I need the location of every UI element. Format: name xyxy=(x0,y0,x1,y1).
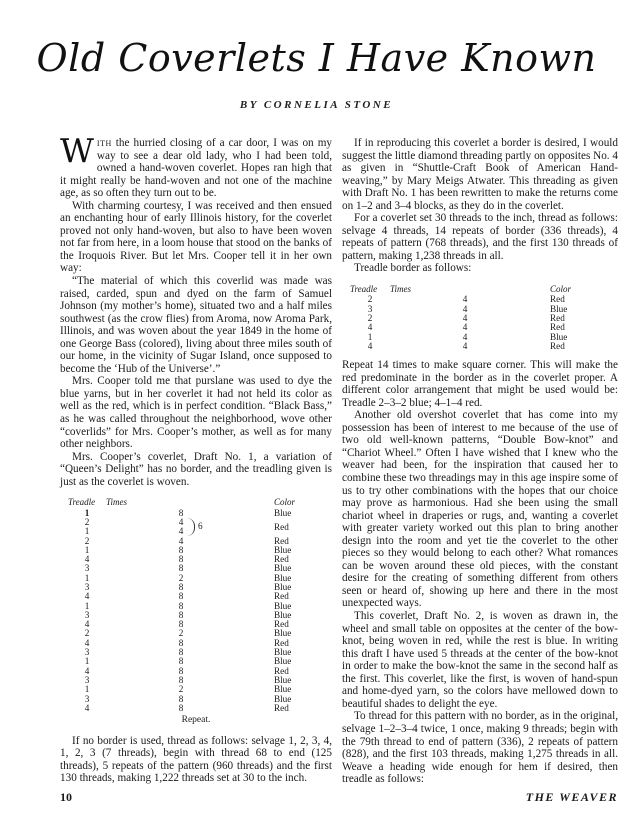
cell-treadle: 1 xyxy=(84,656,90,667)
paragraph: If in reproducing this coverlet a border is desired, I would suggest the little diamond threading partly on opposites No. 4 as given in “Shuttle-Craft Book of American Hand-weaving,” by Mary Meigs Atwater. This threading as given with Draft No. 1 has been rewritten to make the returns come on 1–2 and 3–4 blocks, as they do in the coverlet. xyxy=(342,137,618,212)
cell-times: 8 xyxy=(178,637,184,648)
cell-color: Blue xyxy=(274,544,292,555)
cell-treadle: 2 xyxy=(367,312,373,323)
cell-color: Blue xyxy=(550,331,568,342)
cell-color: Blue xyxy=(274,609,292,620)
paragraph: With charming courtesy, I was received and then ensued an enchanting hour of early Illinois history, for the coverlet proved not only hand-woven, but also to have been woven not far from here, in a loom house that stood on the banks of the Iroquois River. But let Mrs. Cooper tell it in her own way: xyxy=(60,199,332,275)
cell-color: Blue xyxy=(550,303,568,314)
cell-treadle: 1 xyxy=(84,684,90,695)
intro-smallcaps: ith xyxy=(96,137,112,149)
cell-treadle: 4 xyxy=(84,554,90,565)
cell-times: 2 xyxy=(178,628,184,639)
cell-times: 8 xyxy=(178,544,184,555)
cell-treadle: 3 xyxy=(367,303,373,314)
cell-times: 8 xyxy=(178,563,184,574)
table-footer-repeat: Repeat. xyxy=(181,715,211,726)
cell-color: Blue xyxy=(274,656,292,667)
paragraph: Treadle border as follows: xyxy=(354,262,472,275)
paragraph: For a coverlet set 30 threads to the inch, thread as follows: selvage 4 threads, 14 repeats of border (336 threads), 4 repeats of pattern (768 threads), and the first 130 threads of pattern, making 1,238 threads in all. xyxy=(342,212,618,262)
cell-treadle: 4 xyxy=(84,637,90,648)
cell-color: Blue xyxy=(274,563,292,574)
cell-treadle: 4 xyxy=(367,322,373,333)
paragraph: Repeat 14 times to make square corner. This will make the red predominate in the border as in the coverlet proper. A different color arrangement that might be used would be: Treadle 2–3–2 blue; 4–1–4 red. xyxy=(342,359,618,409)
cell-treadle: 2 xyxy=(84,628,90,639)
cell-times: 4 xyxy=(462,312,468,323)
column-header-treadle: Treadle xyxy=(68,497,96,508)
cell-treadle: 1 xyxy=(84,544,90,555)
paragraph: If no border is used, thread as follows: selvage 1, 2, 3, 4, 1, 2, 3 (7 threads), begin with thread 68 to end (125 threads), 5 repeats of the pattern (960 threads) and the first 130 threads, making 1,222 threads set at 30 to the inch. xyxy=(60,734,332,785)
right-column xyxy=(342,137,618,786)
cell-treadle: 1 xyxy=(84,600,90,611)
left-column xyxy=(60,131,332,785)
column-header-times: Times xyxy=(390,284,412,295)
cell-color: Blue xyxy=(274,684,292,695)
cell-treadle: 3 xyxy=(84,647,90,658)
table-row xyxy=(68,704,324,713)
cell-color: Blue xyxy=(274,572,292,583)
column-header-color: Color xyxy=(274,497,296,508)
cell-color: Red xyxy=(274,665,289,676)
treadling-table-draft-1 xyxy=(68,498,324,713)
cell-treadle: 4 xyxy=(367,340,373,351)
cell-color: Blue xyxy=(274,600,292,611)
cell-color: Red xyxy=(550,294,565,305)
cell-color: Blue xyxy=(274,693,292,704)
group-times: 6 xyxy=(198,520,203,531)
cell-treadle: 4 xyxy=(84,702,90,713)
table-row-bracketed: 2 4 4 6 Red xyxy=(84,516,289,537)
column-header-color: Color xyxy=(550,284,572,295)
paragraph: Mrs. Cooper’s coverlet, Draft No. 1, a variation of “Queen’s Delight” has no border, and the treadling given is just as the coverlet is woven. xyxy=(60,450,332,488)
cell-times: 8 xyxy=(178,554,184,565)
quote-paragraph: “The material of which this coverlid was made was raised, carded, spun and dyed on the farm of Samuel Johnson (my mother’s home), situated two and a half miles southwest (as the crow flies) from Aroma, now Aroma Park, Illinois, and was woven about the year 1849 in the home of one George Bass (colored), living about three miles south of our home, in the vicinity of Sugar Island, once supposed to become the ‘Hub of the Universe’.” xyxy=(60,275,332,375)
cell-times: 8 xyxy=(178,665,184,676)
cell-times: 8 xyxy=(178,674,184,685)
byline: BY CORNELIA STONE xyxy=(239,99,394,111)
paragraph: Mrs. Cooper told me that purslane was used to dye the blue yarns, but in her coverlet it had not held its color as well as the red, which is in perfect condition. “Black Bass,” as he was called throughout the neighborhood, wove other “coverlids” for Mrs. Cooper’s mother, as well as for many other neighbors. xyxy=(60,375,332,451)
cell-color: Red xyxy=(274,637,289,648)
cell-times: 8 xyxy=(178,702,184,713)
column-header-treadle: Treadle xyxy=(350,284,378,295)
cell-times: 8 xyxy=(178,581,184,592)
cell-times: 4 xyxy=(462,303,468,314)
table-row xyxy=(350,342,590,351)
cell-times: 8 xyxy=(178,609,184,620)
paragraph: This coverlet, Draft No. 2, is woven as drawn in, the wheel and small table on opposites at the center of the bow-knot, being woven in red, while the rest is blue. In writing this draft I have used 5 threads at the center of the bow-knot in order to make the bow-knot the same in the second half as the first. This coverlet, like the first, is woven of hand-spun and home-dyed yarn, so the colors have mellowed down to beautiful shades to delight the eye. xyxy=(342,610,618,710)
border-treadling-table xyxy=(350,285,590,351)
cell-color: Blue xyxy=(274,628,292,639)
cell-times: 8 xyxy=(178,591,184,602)
cell-times: 8 xyxy=(178,656,184,667)
cell-treadle: 4 xyxy=(84,619,90,630)
cell-times: 4 xyxy=(462,340,468,351)
intro-paragraph xyxy=(60,131,332,200)
cell-treadle: 3 xyxy=(84,563,90,574)
cell-treadle: 2 xyxy=(84,535,90,546)
cell-color: Red xyxy=(550,312,565,323)
cell-color: Blue xyxy=(274,581,292,592)
cell-treadle: 4 xyxy=(84,665,90,676)
cell-treadle: 3 xyxy=(84,581,90,592)
cell-times: 4 xyxy=(462,294,468,305)
cell-color: Red xyxy=(550,322,565,333)
cell-color: Red xyxy=(550,340,565,351)
intro-text: the hurried closing of a car door, I was on my way to see a dear old lady, who I had been told, owned a hand-woven coverlet. Hopes ran high that it might really be hand-woven and not one of the machine age, as so often they turn out to be. xyxy=(60,137,332,200)
cell-treadle: 4 xyxy=(84,591,90,602)
cell-color: Blue xyxy=(274,674,292,685)
cell-treadle: 3 xyxy=(84,674,90,685)
table-row: 1 8 Blue xyxy=(84,507,292,518)
cell-times: 2 xyxy=(178,572,184,583)
cell-times: 4 xyxy=(178,535,184,546)
drop-cap: W xyxy=(60,131,94,170)
column-header-times: Times xyxy=(106,497,128,508)
cell-times: 4 xyxy=(462,331,468,342)
cell-color: Red xyxy=(274,591,289,602)
cell-treadle: 1 xyxy=(84,572,90,583)
article-title: Old Coverlets I Have Known xyxy=(36,36,597,80)
cell-treadle: 3 xyxy=(84,609,90,620)
cell-times: 8 xyxy=(178,693,184,704)
publication-name: THE WEAVER xyxy=(525,790,618,804)
cell-color: Red xyxy=(274,535,289,546)
table-row-bracketed: 1 xyxy=(84,526,90,537)
cell-times: 8 xyxy=(178,647,184,658)
cell-color: Red xyxy=(274,619,289,630)
cell-color: Red xyxy=(274,554,289,565)
cell-treadle: 3 xyxy=(84,693,90,704)
cell-treadle: 1 xyxy=(367,331,373,342)
page-number: 10 xyxy=(60,790,72,804)
cell-color: Red xyxy=(274,702,289,713)
cell-treadle: 2 xyxy=(367,294,373,305)
paragraph: To thread for this pattern with no border, as in the original, selvage 1–2–3–4 twice, 1 once, making 9 threads; begin with the 79th thread to end of pattern (336), 2 repeats of pattern (828), and the first 103 threads, making 1,275 threads in all. Weave a heading wide enough for hem if desired, then treadle as follows: xyxy=(342,710,618,786)
cell-times: 8 xyxy=(178,619,184,630)
cell-times: 2 xyxy=(178,684,184,695)
cell-color: Blue xyxy=(274,647,292,658)
cell-times: 8 xyxy=(178,600,184,611)
cell-times: 4 xyxy=(462,322,468,333)
paragraph: Another old overshot coverlet that has come into my possession has been of interest to me because of the use of two old well-known patterns, “Double Bow-knot” and “Chariot Wheel.” Often I have wished that I knew who the weaver had been, for the inspiration that caused her to combine these two threadings may in this age inspire some of us to try other combinations with the hopes that our choice may prove as harmonious. Had she been using the small chariot wheel in draperies or rugs, and, wanting a coverlet with greater variety worked out this plan to bring another design into the room and yet tie the coverlet to the other pieces so they would belong to each other? What romances can be woven around these old pieces, with the constant desire for the creating of something different from others seen or heard of, showing up here and there in the most unexpected ways. xyxy=(342,409,618,610)
